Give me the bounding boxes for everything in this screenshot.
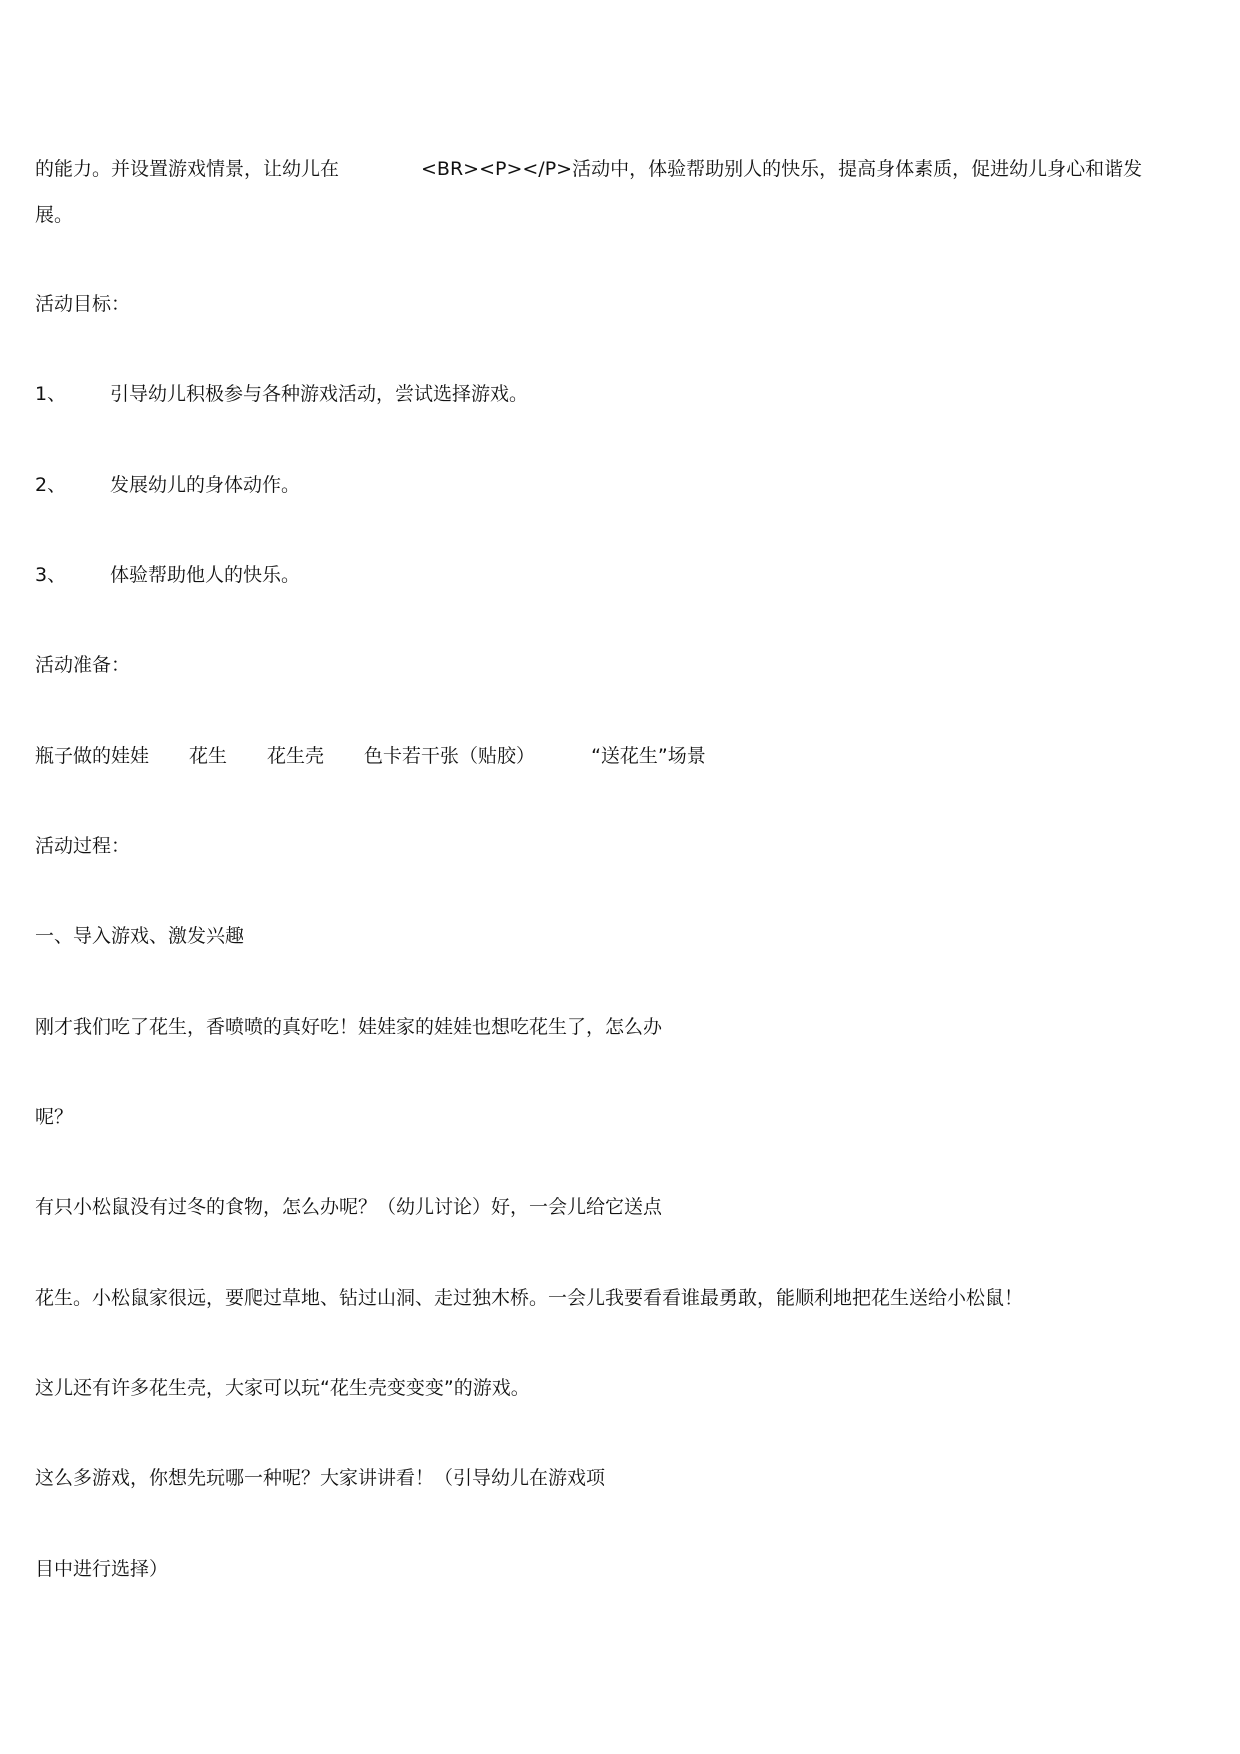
process-heading: 活动过程： xyxy=(35,835,131,857)
paragraph-line: 花生。小松鼠家很远，要爬过草地、钻过山洞、走过独木桥。一会儿我要看看谁最勇敢，能顺利地把花生送给小松鼠！ xyxy=(35,1287,1024,1309)
preparation-item: 花生 xyxy=(189,745,228,767)
goal-text: 引导幼儿积极参与各种游戏活动，尝试选择游戏。 xyxy=(110,383,529,405)
intro-line-1 xyxy=(35,156,1142,182)
paragraph-line: 这儿还有许多花生壳，大家可以玩“花生壳变变变”的游戏。 xyxy=(35,1377,530,1399)
goal-item xyxy=(35,472,300,498)
goal-text: 体验帮助他人的快乐。 xyxy=(110,564,301,586)
goal-number: 1、 xyxy=(35,383,67,405)
html-tag-text: <BR><P></P> xyxy=(421,158,573,180)
section-title: 一、导入游戏、激发兴趣 xyxy=(35,925,245,947)
intro-text-2: 活动中，体验帮助别人的快乐，提高身体素质，促进幼儿身心和谐发 xyxy=(572,158,1143,180)
preparation-item: 瓶子做的娃娃 xyxy=(35,745,150,767)
goals-heading: 活动目标： xyxy=(35,293,131,315)
goal-text: 发展幼儿的身体动作。 xyxy=(110,474,301,496)
intro-line-2: 展。 xyxy=(35,204,74,226)
paragraph-line: 这么多游戏，你想先玩哪一种呢？大家讲讲看！（引导幼儿在游戏项 xyxy=(35,1467,606,1489)
preparation-heading: 活动准备： xyxy=(35,654,131,676)
goal-number: 2、 xyxy=(35,474,67,496)
paragraph-line: 刚才我们吃了花生，香喷喷的真好吃！娃娃家的娃娃也想吃花生了，怎么办 xyxy=(35,1016,663,1038)
goal-number: 3、 xyxy=(35,564,67,586)
preparation-item: 色卡若干张（贴胶） xyxy=(364,745,536,767)
preparation-item: “送花生”场景 xyxy=(591,745,706,767)
preparation-item: 花生壳 xyxy=(267,745,325,767)
paragraph-line: 有只小松鼠没有过冬的食物，怎么办呢？（幼儿讨论）好，一会儿给它送点 xyxy=(35,1196,663,1218)
goal-item xyxy=(35,381,528,407)
paragraph-line: 目中进行选择） xyxy=(35,1558,169,1580)
paragraph-line: 呢？ xyxy=(35,1106,74,1128)
preparation-list xyxy=(35,743,706,769)
intro-text-1: 的能力。并设置游戏情景，让幼儿在 xyxy=(35,158,340,180)
goal-item xyxy=(35,562,300,588)
